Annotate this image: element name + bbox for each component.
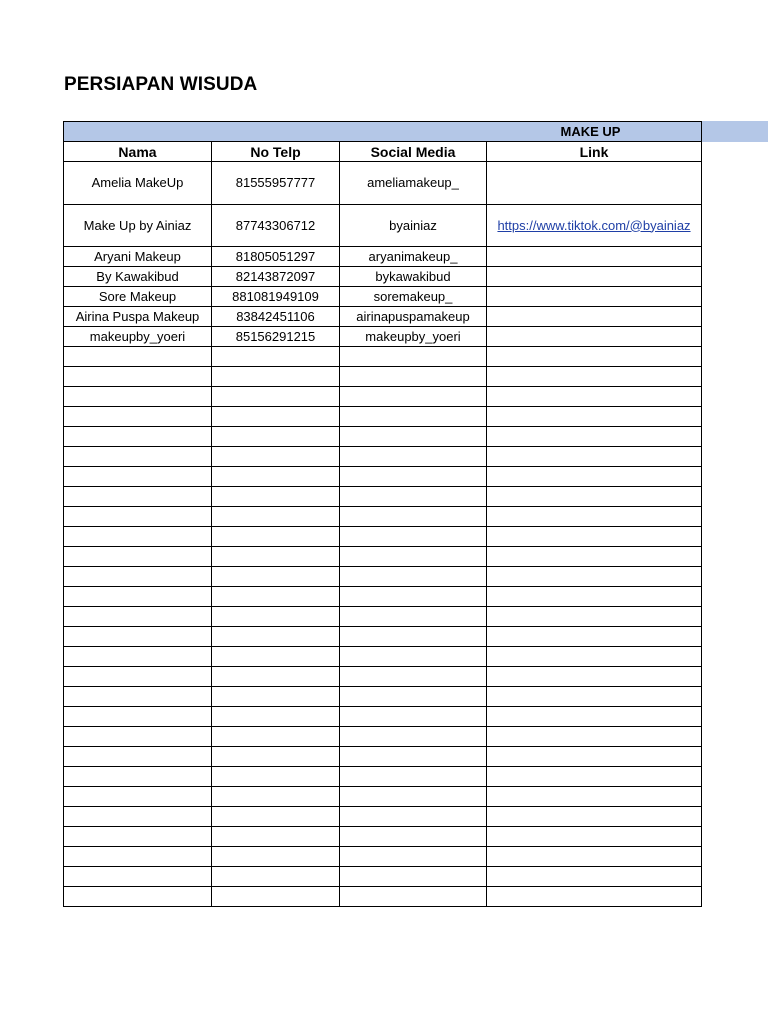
cell-social-media — [340, 547, 487, 567]
header-row — [64, 142, 702, 162]
cell-link — [487, 247, 702, 267]
cell-nama — [64, 567, 212, 587]
cell-link — [487, 347, 702, 367]
header-band-extension — [700, 121, 768, 142]
cell-no-telp — [212, 747, 340, 767]
cell-no-telp — [212, 467, 340, 487]
empty-row — [64, 587, 702, 607]
cell-link — [487, 827, 702, 847]
cell-nama: Sore Makeup — [64, 287, 212, 307]
cell-nama — [64, 587, 212, 607]
cell-nama — [64, 487, 212, 507]
cell-link — [487, 687, 702, 707]
cell-link — [487, 847, 702, 867]
empty-row — [64, 567, 702, 587]
cell-no-telp — [212, 507, 340, 527]
table-row — [64, 307, 702, 327]
empty-row — [64, 447, 702, 467]
cell-link — [487, 767, 702, 787]
cell-no-telp — [212, 667, 340, 687]
cell-social-media: aryanimakeup_ — [340, 247, 487, 267]
cell-social-media — [340, 847, 487, 867]
cell-nama — [64, 647, 212, 667]
empty-row — [64, 427, 702, 447]
header-no-telp: No Telp — [212, 142, 340, 162]
cell-nama — [64, 827, 212, 847]
cell-social-media — [340, 827, 487, 847]
cell-nama — [64, 467, 212, 487]
cell-no-telp — [212, 547, 340, 567]
cell-social-media: bykawakibud — [340, 267, 487, 287]
cell-no-telp — [212, 487, 340, 507]
empty-row — [64, 807, 702, 827]
cell-nama — [64, 427, 212, 447]
cell-nama — [64, 727, 212, 747]
empty-row — [64, 347, 702, 367]
cell-no-telp — [212, 707, 340, 727]
cell-nama: Amelia MakeUp — [64, 162, 212, 205]
cell-link — [487, 427, 702, 447]
cell-no-telp — [212, 727, 340, 747]
cell-no-telp — [212, 807, 340, 827]
cell-social-media — [340, 467, 487, 487]
cell-link — [487, 547, 702, 567]
cell-no-telp — [212, 347, 340, 367]
empty-row — [64, 727, 702, 747]
cell-social-media — [340, 407, 487, 427]
cell-link — [487, 507, 702, 527]
cell-no-telp — [212, 587, 340, 607]
empty-row — [64, 507, 702, 527]
cell-link — [487, 807, 702, 827]
cell-link — [487, 327, 702, 347]
cell-social-media — [340, 607, 487, 627]
cell-link — [487, 267, 702, 287]
cell-link — [487, 387, 702, 407]
cell-no-telp: 881081949109 — [212, 287, 340, 307]
cell-social-media — [340, 647, 487, 667]
cell-nama — [64, 607, 212, 627]
empty-row — [64, 387, 702, 407]
cell-link — [487, 447, 702, 467]
cell-social-media — [340, 487, 487, 507]
cell-no-telp — [212, 567, 340, 587]
empty-row — [64, 847, 702, 867]
cell-no-telp: 81805051297 — [212, 247, 340, 267]
cell-no-telp — [212, 627, 340, 647]
table-row — [64, 162, 702, 205]
empty-row — [64, 867, 702, 887]
cell-nama — [64, 407, 212, 427]
cell-link — [487, 727, 702, 747]
cell-social-media — [340, 447, 487, 467]
cell-link — [487, 162, 702, 205]
cell-social-media: byainiaz — [340, 205, 487, 247]
cell-link — [487, 627, 702, 647]
cell-social-media: airinapuspamakeup — [340, 307, 487, 327]
cell-social-media — [340, 507, 487, 527]
table-row — [64, 287, 702, 307]
empty-row — [64, 367, 702, 387]
empty-row — [64, 647, 702, 667]
cell-social-media: soremakeup_ — [340, 287, 487, 307]
cell-nama: Make Up by Ainiaz — [64, 205, 212, 247]
cell-link — [487, 867, 702, 887]
cell-link — [487, 567, 702, 587]
cell-social-media — [340, 727, 487, 747]
cell-nama — [64, 347, 212, 367]
cell-no-telp — [212, 427, 340, 447]
cell-social-media — [340, 807, 487, 827]
page-title: PERSIAPAN WISUDA — [64, 74, 258, 95]
section-band-cell — [64, 122, 702, 142]
cell-no-telp: 81555957777 — [212, 162, 340, 205]
empty-row — [64, 627, 702, 647]
cell-nama — [64, 867, 212, 887]
cell-nama — [64, 707, 212, 727]
cell-no-telp — [212, 387, 340, 407]
cell-social-media — [340, 707, 487, 727]
empty-row — [64, 687, 702, 707]
empty-row — [64, 787, 702, 807]
cell-no-telp — [212, 787, 340, 807]
cell-nama: Airina Puspa Makeup — [64, 307, 212, 327]
empty-row — [64, 887, 702, 907]
cell-social-media — [340, 527, 487, 547]
cell-nama: Aryani Makeup — [64, 247, 212, 267]
cell-social-media — [340, 627, 487, 647]
cell-link — [487, 607, 702, 627]
cell-nama — [64, 687, 212, 707]
table-row — [64, 267, 702, 287]
cell-link — [487, 407, 702, 427]
cell-social-media — [340, 367, 487, 387]
cell-no-telp — [212, 367, 340, 387]
tiktok-link[interactable]: https://www.tiktok.com/@byainiaz — [497, 217, 691, 233]
cell-nama — [64, 747, 212, 767]
cell-nama — [64, 887, 212, 907]
empty-row — [64, 747, 702, 767]
cell-link — [487, 747, 702, 767]
cell-no-telp: 85156291215 — [212, 327, 340, 347]
cell-social-media — [340, 427, 487, 447]
empty-row — [64, 467, 702, 487]
cell-link — [487, 467, 702, 487]
cell-no-telp: 83842451106 — [212, 307, 340, 327]
empty-row — [64, 667, 702, 687]
cell-nama: makeupby_yoeri — [64, 327, 212, 347]
cell-link — [487, 287, 702, 307]
cell-link — [487, 205, 702, 247]
cell-no-telp — [212, 687, 340, 707]
cell-social-media — [340, 587, 487, 607]
cell-no-telp — [212, 647, 340, 667]
cell-social-media: makeupby_yoeri — [340, 327, 487, 347]
cell-social-media — [340, 687, 487, 707]
empty-row — [64, 707, 702, 727]
cell-nama — [64, 387, 212, 407]
cell-social-media — [340, 567, 487, 587]
header-nama: Nama — [64, 142, 212, 162]
header-link: Link — [487, 142, 702, 162]
cell-link — [487, 307, 702, 327]
cell-social-media — [340, 747, 487, 767]
cell-no-telp — [212, 847, 340, 867]
header-social-media: Social Media — [340, 142, 487, 162]
cell-link — [487, 887, 702, 907]
cell-nama — [64, 807, 212, 827]
cell-nama — [64, 767, 212, 787]
table-row — [64, 327, 702, 347]
cell-no-telp — [212, 887, 340, 907]
cell-social-media — [340, 867, 487, 887]
table-row — [64, 247, 702, 267]
cell-nama — [64, 627, 212, 647]
cell-no-telp — [212, 607, 340, 627]
cell-no-telp: 82143872097 — [212, 267, 340, 287]
cell-nama — [64, 667, 212, 687]
cell-social-media — [340, 787, 487, 807]
cell-nama — [64, 847, 212, 867]
cell-social-media — [340, 767, 487, 787]
cell-link — [487, 527, 702, 547]
section-band-row — [64, 122, 702, 142]
section-band-label: MAKE UP — [560, 123, 621, 139]
empty-row — [64, 767, 702, 787]
cell-link — [487, 787, 702, 807]
cell-nama — [64, 507, 212, 527]
cell-social-media — [340, 387, 487, 407]
cell-link — [487, 587, 702, 607]
cell-social-media — [340, 887, 487, 907]
empty-row — [64, 827, 702, 847]
cell-no-telp — [212, 407, 340, 427]
cell-nama — [64, 547, 212, 567]
empty-row — [64, 527, 702, 547]
empty-row — [64, 607, 702, 627]
cell-no-telp — [212, 767, 340, 787]
cell-nama: By Kawakibud — [64, 267, 212, 287]
cell-no-telp — [212, 867, 340, 887]
cell-link — [487, 367, 702, 387]
cell-link — [487, 647, 702, 667]
empty-row — [64, 487, 702, 507]
cell-social-media: ameliamakeup_ — [340, 162, 487, 205]
cell-no-telp — [212, 447, 340, 467]
cell-link — [487, 487, 702, 507]
cell-social-media — [340, 347, 487, 367]
empty-row — [64, 547, 702, 567]
cell-link — [487, 667, 702, 687]
cell-no-telp — [212, 827, 340, 847]
cell-social-media — [340, 667, 487, 687]
cell-no-telp — [212, 527, 340, 547]
cell-no-telp: 87743306712 — [212, 205, 340, 247]
cell-nama — [64, 447, 212, 467]
makeup-table — [63, 121, 702, 907]
cell-link — [487, 707, 702, 727]
cell-nama — [64, 787, 212, 807]
cell-nama — [64, 367, 212, 387]
empty-row — [64, 407, 702, 427]
cell-nama — [64, 527, 212, 547]
table-row — [64, 205, 702, 247]
